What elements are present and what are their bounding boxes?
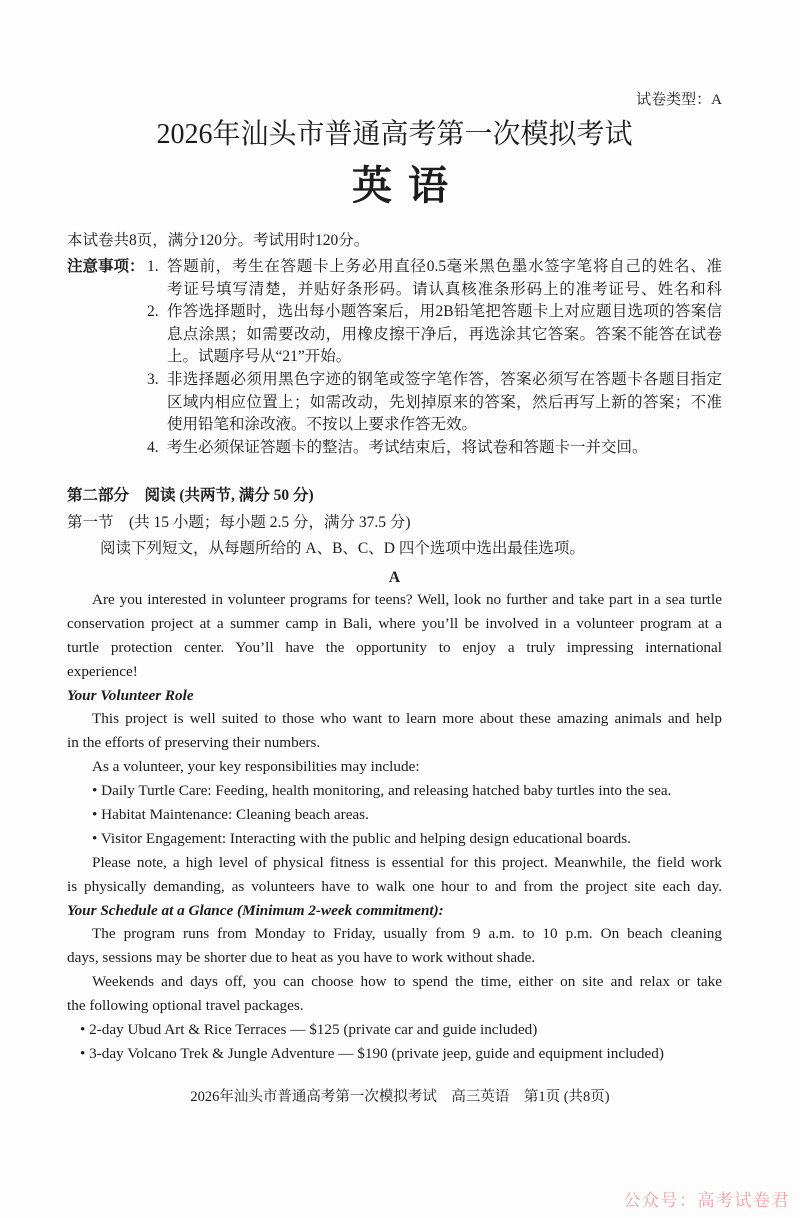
responsibility-item: • Habitat Maintenance: Cleaning beach areas. — [92, 806, 369, 824]
notes-list — [147, 256, 722, 459]
notes-label: 注意事项： — [67, 258, 145, 275]
passage-intro-line: experience! — [67, 662, 138, 680]
volunteer-role-line: This project is well suited to those who want to learn more about these amazing animals and help — [92, 710, 722, 728]
schedule-line: The program runs from Monday to Friday, usually from 9 a.m. to 10 p.m. On beach cleaning — [92, 925, 722, 943]
volunteer-role-heading: Your Volunteer Role — [67, 686, 194, 704]
paper-intro: 本试卷共8页，满分120分。考试用时120分。 — [67, 231, 370, 249]
notes-item-4 — [147, 437, 722, 460]
notes-item-text — [167, 437, 722, 460]
notes-item-line: 答题前，考生在答题卡上务必用直径0.5毫米黑色墨水签字笔将自己的姓名、准 — [167, 258, 722, 275]
weekend-line: the following optional travel packages. — [67, 997, 304, 1015]
fitness-note-line: Please note, a high level of physical fitness is essential for this project. Meanwhile, the field work — [92, 853, 722, 871]
responsibilities-intro: As a volunteer, your key responsibilities may include: — [92, 758, 420, 776]
notes-item-line: 考证号填写清楚，并贴好条形码。请认真核准条形码上的准考证号、姓名和科 — [167, 280, 722, 298]
subject-title: 英语 — [352, 163, 464, 208]
watermark: 公众号：高考试卷君 — [623, 1191, 790, 1211]
weekend-line: Weekends and days off, you can choose how to spend the time, either on site and relax or take — [92, 973, 722, 991]
passage-a — [67, 588, 722, 1066]
exam-title: 2026年汕头市普通高考第一次模拟考试 — [156, 119, 633, 150]
notes-item-line: 非选择题必须用黑色字迹的钢笔或签字笔作答，答案必须写在答题卡各题目指定 — [167, 370, 722, 388]
notes-item-line: 上。试题序号从“21”开始。 — [167, 348, 352, 366]
fitness-note-line: is physically demanding, as volunteers have to walk one hour to and from the project site each day. — [67, 877, 722, 895]
passage-intro-line: turtle protection center. You’ll have the opportunity to enjoy a truly impressing international — [67, 638, 722, 656]
section-instruction: 阅读下列短文，从每题所给的 A、B、C、D 四个选项中选出最佳选项。 — [100, 539, 585, 557]
notes-item-number: 2. — [147, 303, 159, 321]
travel-package-item: • 2-day Ubud Art & Rice Terraces — $125 (private car and guide included) — [80, 1021, 538, 1039]
notes-item-number: 4. — [147, 438, 159, 456]
travel-package-item: • 3-day Volcano Trek & Jungle Adventure — $190 (private jeep, guide and equipment included) — [80, 1044, 664, 1062]
notes-item-line: 息点涂黑；如需要改动，用橡皮擦干净后，再选涂其它答案。答案不能答在试卷 — [167, 325, 722, 343]
notes-item-text — [167, 369, 722, 437]
notes-item-line: 考生必须保证答题卡的整洁。考试结束后，将试卷和答题卡一并交回。 — [167, 438, 648, 456]
responsibility-item: • Daily Turtle Care: Feeding, health monitoring, and releasing hatched baby turtles into the sea. — [92, 782, 672, 800]
volunteer-role-line: in the efforts of preserving their numbers. — [67, 734, 321, 752]
subsection-heading: 第一节 (共 15 小题；每小题 2.5 分，满分 37.5 分) — [67, 513, 411, 531]
notes-item-2 — [147, 301, 722, 369]
notes-item-number: 3. — [147, 370, 159, 388]
notes-section — [67, 256, 722, 459]
notes-item-3 — [147, 369, 722, 437]
notes-item-line: 区域内相应位置上；如需改动，先划掉原来的答案，然后再写上新的答案；不准 — [167, 393, 722, 411]
paper-type-label: 试卷类型：A — [636, 92, 722, 108]
passage-intro-line: conservation project at a summer camp in Bali, where you’ll be involved in a volunteer program at a — [67, 614, 722, 632]
notes-item-1 — [147, 256, 722, 301]
notes-item-number: 1. — [147, 258, 159, 275]
passage-label: A — [388, 568, 401, 586]
responsibility-item: • Visitor Engagement: Interacting with the public and helping design educational boards. — [92, 829, 631, 847]
passage-intro-line: Are you interested in volunteer programs for teens? Well, look no further and take part in a sea turtle — [92, 591, 722, 608]
schedule-line: days, sessions may be shorter due to heat as you have to work without shade. — [67, 949, 536, 967]
part-heading: 第二部分 阅读 (共两节, 满分 50 分) — [67, 486, 314, 504]
notes-item-text — [167, 301, 722, 369]
schedule-heading: Your Schedule at a Glance (Minimum 2-week commitment): — [67, 901, 444, 919]
notes-item-line: 使用铅笔和涂改液。不按以上要求作答无效。 — [167, 416, 478, 434]
notes-item-line: 作答选择题时，选出每小题答案后，用2B铅笔把答题卡上对应题目选项的答案信 — [167, 303, 722, 321]
notes-item-text — [167, 256, 722, 301]
page-footer: 2026年汕头市普通高考第一次模拟考试 高三英语 第1页 (共8页) — [190, 1088, 610, 1105]
